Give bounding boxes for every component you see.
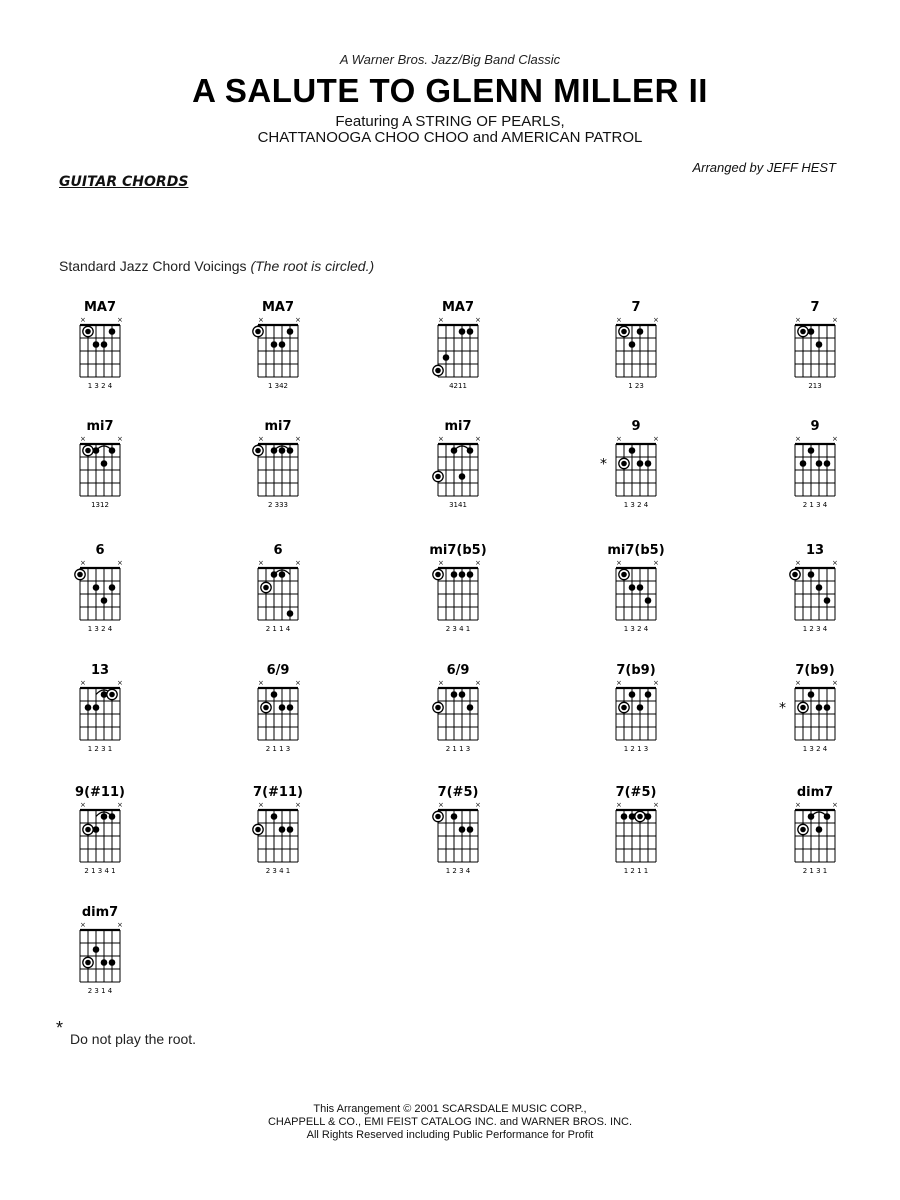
finger-dot <box>279 826 286 833</box>
muted-string-marker: × <box>258 316 264 324</box>
fingering-label: 1 3 2 4 <box>802 745 828 753</box>
muted-string-marker: × <box>475 559 481 567</box>
chord-name: 9 <box>810 419 820 434</box>
finger-dot <box>443 354 450 361</box>
finger-dot <box>824 597 831 604</box>
chord-diagram <box>795 785 838 875</box>
chord-name: 7(#11) <box>253 785 303 800</box>
chord-diagram <box>433 663 481 753</box>
finger-dot <box>287 328 294 335</box>
finger-dot <box>255 827 261 833</box>
finger-dot <box>621 813 628 820</box>
finger-dot <box>287 826 294 833</box>
muted-string-marker: × <box>117 801 123 809</box>
muted-string-marker: × <box>832 559 838 567</box>
fingering-label: 1 2 3 4 <box>802 625 828 633</box>
finger-dot <box>93 946 100 953</box>
finger-dot <box>435 368 441 374</box>
muted-string-marker: × <box>80 435 86 443</box>
finger-dot <box>816 584 823 591</box>
chord-diagram <box>80 905 123 995</box>
muted-string-marker: × <box>832 679 838 687</box>
voicings-text: Standard Jazz Chord Voicings <box>59 258 247 274</box>
finger-dot <box>621 705 627 711</box>
finger-dot <box>263 705 269 711</box>
finger-dot <box>637 584 644 591</box>
muted-string-marker: × <box>117 559 123 567</box>
finger-dot <box>271 813 278 820</box>
finger-dot <box>629 584 636 591</box>
finger-dot <box>451 813 458 820</box>
muted-string-marker: × <box>475 316 481 324</box>
muted-string-marker: × <box>616 316 622 324</box>
finger-dot <box>271 341 278 348</box>
chord-diagram <box>258 663 301 753</box>
finger-dot <box>101 813 108 820</box>
muted-string-marker: × <box>438 435 444 443</box>
chord-name: mi7 <box>264 419 292 434</box>
finger-dot <box>77 572 83 578</box>
fingering-label: 1 2 1 1 <box>623 867 649 875</box>
muted-string-marker: × <box>832 316 838 324</box>
finger-dot <box>271 691 278 698</box>
finger-dot <box>621 572 627 578</box>
finger-dot <box>85 960 91 966</box>
finger-dot <box>645 691 652 698</box>
finger-dot <box>451 691 458 698</box>
finger-dot <box>85 827 91 833</box>
muted-string-marker: × <box>117 435 123 443</box>
finger-dot <box>800 705 806 711</box>
fingering-label: 1 2 3 4 <box>445 867 471 875</box>
muted-string-marker: × <box>616 559 622 567</box>
finger-dot <box>93 447 100 454</box>
muted-string-marker: × <box>653 679 659 687</box>
finger-dot <box>629 447 636 454</box>
fingering-label: 1 3 2 4 <box>623 625 649 633</box>
chord-name: 7 <box>631 300 641 315</box>
arranger-credit: Arranged by JEFF HEST <box>692 160 836 175</box>
chord-name: 7(b9) <box>795 663 835 678</box>
finger-dot <box>808 328 815 335</box>
finger-dot <box>645 597 652 604</box>
chord-name: 6/9 <box>446 663 470 678</box>
finger-dot <box>824 460 831 467</box>
publisher-line: A Warner Bros. Jazz/Big Band Classic <box>339 52 561 67</box>
finger-dot <box>93 704 100 711</box>
muted-string-marker: × <box>295 435 301 443</box>
finger-dot <box>459 691 466 698</box>
fingering-label: 1 2 1 3 <box>623 745 649 753</box>
chord-diagram <box>779 663 838 753</box>
chord-diagram <box>253 785 303 875</box>
finger-dot <box>263 585 269 591</box>
fingering-label: 1312 <box>91 501 109 509</box>
finger-dot <box>109 959 116 966</box>
finger-dot <box>279 447 286 454</box>
chord-name: 7 <box>810 300 820 315</box>
muted-string-marker: × <box>653 435 659 443</box>
finger-dot <box>645 460 652 467</box>
finger-dot <box>459 571 466 578</box>
muted-string-marker: × <box>616 679 622 687</box>
finger-dot <box>808 691 815 698</box>
fingering-label: 1 3 2 4 <box>87 382 113 390</box>
fingering-label: 2 1 3 1 <box>802 867 828 875</box>
muted-string-marker: × <box>438 801 444 809</box>
muted-string-marker: × <box>616 801 622 809</box>
finger-dot <box>435 705 441 711</box>
finger-dot <box>808 447 815 454</box>
finger-dot <box>101 959 108 966</box>
finger-dot <box>101 460 108 467</box>
chord-diagram <box>616 300 659 390</box>
muted-string-marker: × <box>653 559 659 567</box>
finger-dot <box>435 572 441 578</box>
chord-name: MA7 <box>441 300 475 315</box>
finger-dot <box>621 461 627 467</box>
muted-string-marker: × <box>80 801 86 809</box>
finger-dot <box>435 474 441 480</box>
finger-dot <box>271 447 278 454</box>
finger-dot <box>637 328 644 335</box>
muted-string-marker: × <box>258 679 264 687</box>
muted-string-marker: × <box>258 435 264 443</box>
fingering-label: 2 1 3 4 1 <box>84 867 116 875</box>
finger-dot <box>800 329 806 335</box>
finger-dot <box>85 704 92 711</box>
chord-name: 6/9 <box>266 663 290 678</box>
chord-diagram <box>253 419 301 509</box>
omit-root-star: * <box>600 456 607 473</box>
finger-dot <box>109 584 116 591</box>
fingering-label: 1 342 <box>267 382 289 390</box>
finger-dot <box>85 448 91 454</box>
finger-dot <box>109 328 116 335</box>
finger-dot <box>279 571 286 578</box>
featuring-line-1: Featuring A STRING OF PEARLS, <box>335 113 565 130</box>
muted-string-marker: × <box>117 316 123 324</box>
copyright-line-2: CHAPPELL & CO., EMI FEIST CATALOG INC. and WARNER BROS. INC. <box>267 1116 633 1128</box>
finger-dot <box>287 447 294 454</box>
finger-dot <box>109 692 115 698</box>
muted-string-marker: × <box>653 316 659 324</box>
chord-name: 7(#5) <box>437 785 479 800</box>
fingering-label: 3141 <box>449 501 467 509</box>
muted-string-marker: × <box>832 801 838 809</box>
finger-dot <box>629 341 636 348</box>
muted-string-marker: × <box>117 921 123 929</box>
finger-dot <box>287 704 294 711</box>
fingering-label: 1 3 2 4 <box>87 625 113 633</box>
finger-dot <box>808 813 815 820</box>
finger-dot <box>287 610 294 617</box>
muted-string-marker: × <box>795 316 801 324</box>
chord-diagram <box>616 785 659 875</box>
chord-name: mi7 <box>444 419 472 434</box>
chord-diagram <box>75 543 123 633</box>
finger-dot <box>637 460 644 467</box>
finger-dot <box>451 447 458 454</box>
finger-dot <box>255 448 261 454</box>
finger-dot <box>101 597 108 604</box>
chord-name: 9(#11) <box>75 785 125 800</box>
finger-dot <box>621 329 627 335</box>
chord-diagram <box>433 300 481 390</box>
chord-diagram <box>80 419 123 509</box>
fingering-label: 213 <box>808 382 822 390</box>
finger-dot <box>93 584 100 591</box>
muted-string-marker: × <box>117 679 123 687</box>
finger-dot <box>816 826 823 833</box>
finger-dot <box>467 704 474 711</box>
muted-string-marker: × <box>258 559 264 567</box>
muted-string-marker: × <box>832 435 838 443</box>
muted-string-marker: × <box>80 559 86 567</box>
chord-diagram <box>790 543 838 633</box>
finger-dot <box>816 460 823 467</box>
finger-dot <box>109 447 116 454</box>
chord-diagram <box>600 419 659 509</box>
fingering-label: 1 3 2 4 <box>623 501 649 509</box>
footnote-text: Do not play the root. <box>70 1031 197 1047</box>
muted-string-marker: × <box>475 679 481 687</box>
muted-string-marker: × <box>438 316 444 324</box>
chord-diagram <box>253 300 301 390</box>
finger-dot <box>645 813 652 820</box>
chord-diagram <box>429 543 486 633</box>
copyright-notice <box>0 1103 900 1142</box>
finger-dot <box>792 572 798 578</box>
finger-dot <box>467 447 474 454</box>
finger-dot <box>808 571 815 578</box>
finger-dot <box>824 704 831 711</box>
muted-string-marker: × <box>653 801 659 809</box>
muted-string-marker: × <box>795 559 801 567</box>
finger-dot <box>271 571 278 578</box>
chord-name: 13 <box>90 663 110 678</box>
chord-name: mi7 <box>86 419 114 434</box>
fingering-label: 2 1 1 4 <box>265 625 291 633</box>
fingering-label: 2 1 3 4 <box>802 501 828 509</box>
fingering-label: 1 23 <box>628 382 644 390</box>
featuring-line-2: CHATTANOOGA CHOO CHOO and AMERICAN PATROL <box>257 129 643 146</box>
chord-name: MA7 <box>261 300 295 315</box>
chord-diagram <box>80 300 123 390</box>
finger-dot <box>467 328 474 335</box>
muted-string-marker: × <box>438 559 444 567</box>
fingering-label: 1 2 3 1 <box>87 745 113 753</box>
muted-string-marker: × <box>616 435 622 443</box>
finger-dot <box>800 827 806 833</box>
finger-dot <box>816 704 823 711</box>
chord-name: mi7(b5) <box>429 543 487 558</box>
finger-dot <box>451 571 458 578</box>
chord-name: 6 <box>95 543 105 558</box>
fingering-label: 4211 <box>449 382 467 390</box>
finger-dot <box>637 704 644 711</box>
finger-dot <box>101 691 108 698</box>
chord-diagram <box>75 785 125 875</box>
muted-string-marker: × <box>295 801 301 809</box>
fingering-label: 2 1 1 3 <box>265 745 291 753</box>
fingering-label: 2 1 1 3 <box>445 745 471 753</box>
muted-string-marker: × <box>295 316 301 324</box>
chord-diagram <box>616 663 659 753</box>
muted-string-marker: × <box>795 435 801 443</box>
chord-diagram <box>795 300 838 390</box>
chord-diagram <box>433 419 481 509</box>
chord-name: 9 <box>631 419 641 434</box>
finger-dot <box>279 704 286 711</box>
finger-dot <box>637 814 643 820</box>
fingering-label: 2 3 4 1 <box>265 867 291 875</box>
finger-dot <box>467 826 474 833</box>
chord-name: dim7 <box>81 905 119 920</box>
finger-dot <box>459 826 466 833</box>
muted-string-marker: × <box>295 679 301 687</box>
muted-string-marker: × <box>80 921 86 929</box>
muted-string-marker: × <box>795 801 801 809</box>
finger-dot <box>109 813 116 820</box>
chord-name: 7(b9) <box>616 663 656 678</box>
muted-string-marker: × <box>475 801 481 809</box>
finger-dot <box>629 691 636 698</box>
chord-name: 13 <box>805 543 825 558</box>
muted-string-marker: × <box>795 679 801 687</box>
muted-string-marker: × <box>80 316 86 324</box>
muted-string-marker: × <box>475 435 481 443</box>
omit-root-star: * <box>779 700 786 717</box>
fingering-label: 2 3 1 4 <box>87 987 113 995</box>
footnote-star: * <box>56 1018 64 1038</box>
finger-dot <box>279 341 286 348</box>
chord-diagram <box>607 543 664 633</box>
page-title: A SALUTE TO GLENN MILLER II <box>192 72 708 109</box>
fingering-label: 2 3 4 1 <box>445 625 471 633</box>
muted-string-marker: × <box>80 679 86 687</box>
finger-dot <box>85 329 91 335</box>
finger-dot <box>93 341 100 348</box>
finger-dot <box>467 571 474 578</box>
chord-diagram <box>80 663 123 753</box>
finger-dot <box>459 328 466 335</box>
muted-string-marker: × <box>258 801 264 809</box>
fingering-label: 2 333 <box>267 501 289 509</box>
chord-diagram <box>795 419 838 509</box>
voicings-note: (The root is circled.) <box>250 258 375 274</box>
finger-dot <box>816 341 823 348</box>
finger-dot <box>800 460 807 467</box>
finger-dot <box>435 814 441 820</box>
chord-diagram <box>433 785 481 875</box>
muted-string-marker: × <box>438 679 444 687</box>
chord-name: 7(#5) <box>615 785 657 800</box>
muted-string-marker: × <box>295 559 301 567</box>
chord-diagram <box>258 543 301 633</box>
finger-dot <box>459 473 466 480</box>
chord-name: dim7 <box>796 785 834 800</box>
copyright-line-3: All Rights Reserved including Public Performance for Profit <box>306 1129 594 1141</box>
finger-dot <box>101 341 108 348</box>
part-name: GUITAR CHORDS <box>59 174 189 190</box>
finger-dot <box>255 329 261 335</box>
copyright-line-1: This Arrangement © 2001 SCARSDALE MUSIC CORP., <box>313 1103 587 1115</box>
finger-dot <box>93 826 100 833</box>
chord-name: mi7(b5) <box>607 543 665 558</box>
chord-name: MA7 <box>83 300 117 315</box>
finger-dot <box>824 813 831 820</box>
chord-name: 6 <box>273 543 283 558</box>
